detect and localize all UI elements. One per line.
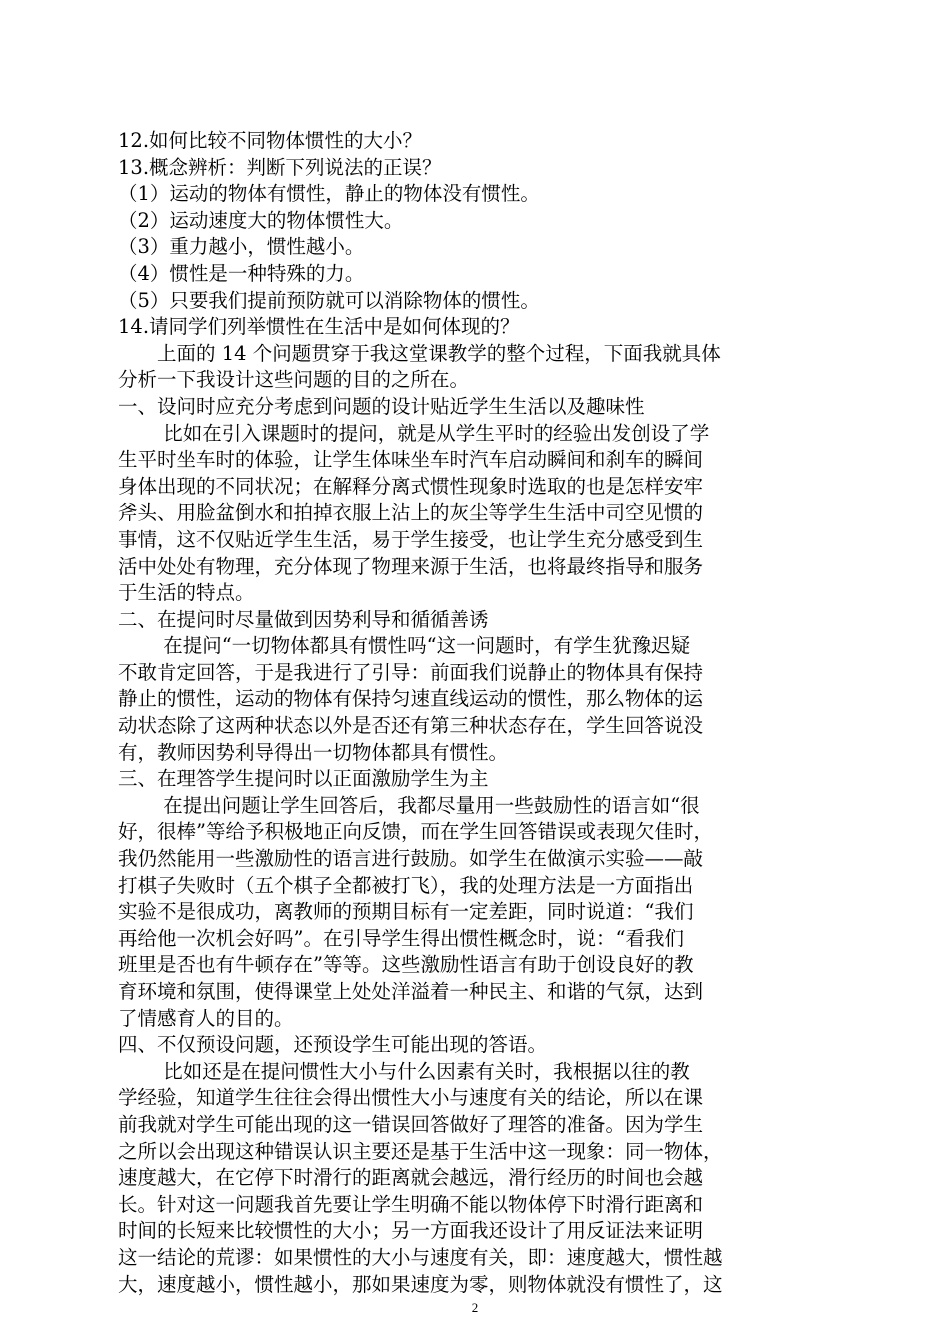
text-line: 了情感育人的目的。 [118, 1006, 294, 1030]
text-line: 不敢肯定回答，于是我进行了引导：前面我们说静止的物体具有保持 [118, 660, 704, 684]
text-line: 比如在引入课题时的提问，就是从学生平时的经验出发创设了学 [118, 421, 710, 445]
text-line: 分析一下我设计这些问题的目的之所在。 [118, 368, 470, 392]
text-line: 二、在提问时尽量做到因势利导和循循善诱 [118, 607, 489, 631]
text-line: 于生活的特点。 [118, 581, 255, 605]
text-line: 之所以会出现这种错误认识主要还是基于生活中这一现象：同一物体， [118, 1139, 723, 1163]
text-line: 上面的 14 个问题贯穿于我这堂课教学的整个过程，下面我就具体 [118, 341, 721, 365]
text-line: 一、设问时应充分考虑到问题的设计贴近学生生活以及趣味性 [118, 394, 645, 418]
text-line: 事情，这不仅贴近学生生活，易于学生接受，也让学生充分感受到生 [118, 527, 704, 551]
text-line: （1）运动的物体有惯性，静止的物体没有惯性。 [118, 182, 540, 206]
text-line: 实验不是很成功，离教师的预期目标有一定差距，同时说道：“我们 [118, 900, 694, 924]
text-line: 再给他一次机会好吗”。在引导学生得出惯性概念时，说：“看我们 [118, 926, 684, 950]
text-line: 活中处处有物理，充分体现了物理来源于生活，也将最终指导和服务 [118, 554, 704, 578]
text-line: 大，速度越小，惯性越小，那如果速度为零，则物体就没有惯性了，这 [118, 1272, 723, 1296]
text-line: 好，很棒”等给予积极地正向反馈，而在学生回答错误或表现欠佳时， [118, 820, 713, 844]
text-line: （3）重力越小，惯性越小。 [118, 235, 365, 259]
text-line: 长。针对这一问题我首先要让学生明确不能以物体停下时滑行距离和 [118, 1192, 704, 1216]
text-line: 动状态除了这两种状态以外是否还有第三种状态存在，学生回答说没 [118, 714, 704, 738]
text-line: 有，教师因势利导得出一切物体都具有惯性。 [118, 740, 509, 764]
text-line: 比如还是在提问惯性大小与什么因素有关时，我根据以往的教 [118, 1059, 690, 1083]
text-line: 时间的长短来比较惯性的大小；另一方面我还设计了用反证法来证明 [118, 1219, 704, 1243]
text-line: 在提问“一切物体都具有惯性吗“这一问题时，有学生犹豫迟疑 [118, 634, 691, 658]
text-line: 静止的惯性，运动的物体有保持匀速直线运动的惯性，那么物体的运 [118, 687, 704, 711]
text-line: 12.如何比较不同物体惯性的大小？ [118, 129, 423, 152]
text-line: 在提出问题让学生回答后，我都尽量用一些鼓励性的语言如“很 [118, 793, 700, 817]
text-line: 育环境和氛围，使得课堂上处处洋溢着一种民主、和谐的气氛，达到 [118, 980, 704, 1003]
page-number: 2 [471, 1300, 479, 1315]
text-line: （2）运动速度大的物体惯性大。 [118, 208, 404, 232]
document-body [118, 128, 818, 1298]
text-line: 前我就对学生可能出现的这一错误回答做好了理答的准备。因为学生 [118, 1112, 704, 1136]
text-line: 这一结论的荒谬：如果惯性的大小与速度有关，即：速度越大，惯性越 [118, 1245, 723, 1269]
text-line: 三、在理答学生提问时以正面激励学生为主 [118, 767, 489, 791]
text-line: 我仍然能用一些激励性的语言进行鼓励。如学生在做演示实验——敲 [118, 847, 704, 871]
text-line: （4）惯性是一种特殊的力。 [118, 261, 365, 285]
text-line: 斧头、用脸盆倒水和拍掉衣服上沾上的灰尘等学生生活中司空见惯的 [118, 501, 704, 525]
text-line: 速度越大，在它停下时滑行的距离就会越远，滑行经历的时间也会越 [118, 1166, 704, 1190]
text-line: 班里是否也有牛顿存在”等等。这些激励性语言有助于创设良好的教 [118, 953, 694, 977]
text-line: （5）只要我们提前预防就可以消除物体的惯性。 [118, 288, 540, 312]
text-line: 14.请同学们列举惯性在生活中是如何体现的？ [118, 315, 520, 339]
text-line: 打棋子失败时（五个棋子全都被打飞），我的处理方法是一方面指出 [118, 873, 694, 897]
text-line: 身体出现的不同状况；在解释分离式惯性现象时选取的也是怎样安牢 [118, 474, 704, 498]
text-line: 学经验，知道学生往往会得出惯性大小与速度有关的结论，所以在课 [118, 1086, 704, 1110]
text-line: 四、不仅预设问题，还预设学生可能出现的答语。 [118, 1033, 548, 1057]
text-line: 生平时坐车时的体验，让学生体味坐车时汽车启动瞬间和刹车的瞬间 [118, 448, 704, 472]
text-line: 13.概念辨析：判断下列说法的正误？ [118, 155, 442, 179]
